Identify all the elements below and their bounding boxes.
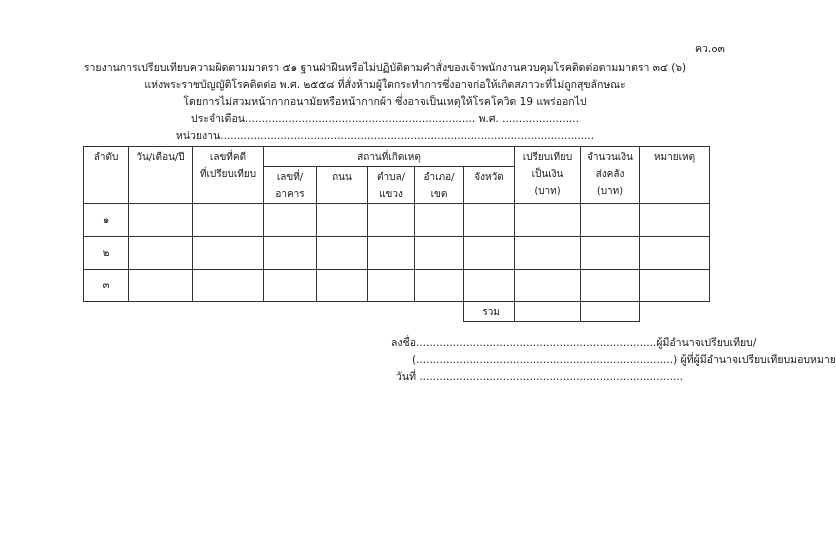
table-cell <box>464 237 515 270</box>
table-cell <box>129 270 193 302</box>
table-cell <box>264 237 317 270</box>
header-date: วัน/เดือน/ปี <box>129 147 193 204</box>
total-fine-cell <box>515 302 581 322</box>
table-row <box>84 270 710 302</box>
table-cell <box>317 270 368 302</box>
table-cell <box>193 204 264 237</box>
table-cell <box>640 237 710 270</box>
table-cell <box>368 237 415 270</box>
table-cell <box>581 204 640 237</box>
table-cell <box>415 204 464 237</box>
header-remarks: หมายเหตุ <box>640 147 710 204</box>
header-case-number: เลขที่คดี ที่เปรียบเทียบ <box>193 147 264 204</box>
report-title-line-3: โดยการไม่สวมหน้ากากอนามัยหรือหน้ากากผ้า ซึ่งอาจเป็นเหตุให้โรคโควิด 19 แพร่ออกไป <box>183 96 587 108</box>
header-fine-amount: เปรียบเทียบ เป็นเงิน (บาท) <box>515 147 581 204</box>
report-title-line-2: แห่งพระราชบัญญัติโรคติดต่อ พ.ศ. ๒๕๕๘ ที่สั่งห้ามผู้ใดกระทำการซึ่งอาจก่อให้เกิดสภาวะที่ไม่ถูกสุขลักษณะ <box>144 79 626 91</box>
table-cell <box>129 204 193 237</box>
header-road: ถนน <box>317 167 368 204</box>
form-code: คว.๐๓ <box>695 43 725 55</box>
header-district: อำเภอ/ เขต <box>415 167 464 204</box>
table-cell <box>129 237 193 270</box>
report-agency-line: หน่วยงาน................................................................................................................ <box>175 130 595 142</box>
table-cell <box>464 270 515 302</box>
header-province: จังหวัด <box>464 167 515 204</box>
table-cell <box>581 270 640 302</box>
header-order: ลำดับ <box>84 147 129 204</box>
table-cell <box>640 270 710 302</box>
table-cell <box>581 237 640 270</box>
total-row <box>84 302 710 322</box>
header-place: สถานที่เกิดเหตุ <box>264 147 515 167</box>
table-row <box>84 204 710 237</box>
report-title-line-1: รายงานการเปรียบเทียบความผิดตามมาตรา ๕๑ ฐานฝ่าฝืนหรือไม่ปฏิบัติตามคำสั่งของเจ้าพนักงานควบคุมโรคติดต่อตามมาตรา ๓๔ (๖) <box>83 62 687 74</box>
row-number: ๑ <box>84 204 129 237</box>
header-remitted-amount: จำนวนเงิน ส่งคลัง (บาท) <box>581 147 640 204</box>
table-cell <box>415 270 464 302</box>
table-cell <box>515 270 581 302</box>
table-cell <box>317 204 368 237</box>
signature-date-line: วันที่ ............................................................................... <box>396 371 684 383</box>
signature-line: ลงชื่อ........................................................................ผู้มีอำนาจเปรียบเทียบ/ <box>391 337 757 349</box>
table-cell <box>464 204 515 237</box>
total-label: รวม <box>464 302 515 322</box>
total-remitted-cell <box>581 302 640 322</box>
table-cell <box>317 237 368 270</box>
row-number: ๓ <box>84 270 129 302</box>
header-house-number: เลขที่/ อาคาร <box>264 167 317 204</box>
table-row <box>84 237 710 270</box>
total-row-blank <box>640 302 710 322</box>
table-cell <box>193 270 264 302</box>
header-subdistrict: ตำบล/ แขวง <box>368 167 415 204</box>
table-cell <box>264 204 317 237</box>
table-cell <box>515 204 581 237</box>
table-header-row <box>84 147 710 167</box>
table-cell <box>640 204 710 237</box>
fine-report-table <box>83 146 710 322</box>
row-number: ๒ <box>84 237 129 270</box>
report-month-year-line: ประจำเดือน..................................................................... พ.ศ. ....................... <box>191 113 579 125</box>
table-cell <box>264 270 317 302</box>
total-row-spacer <box>84 302 464 322</box>
table-cell <box>368 270 415 302</box>
table-cell <box>515 237 581 270</box>
table-cell <box>193 237 264 270</box>
table-cell <box>368 204 415 237</box>
signature-name-line: (.............................................................................) ผู้ที่ผู้มีอำนาจเปรียบเทียบมอบหมาย <box>412 354 836 366</box>
table-cell <box>415 237 464 270</box>
